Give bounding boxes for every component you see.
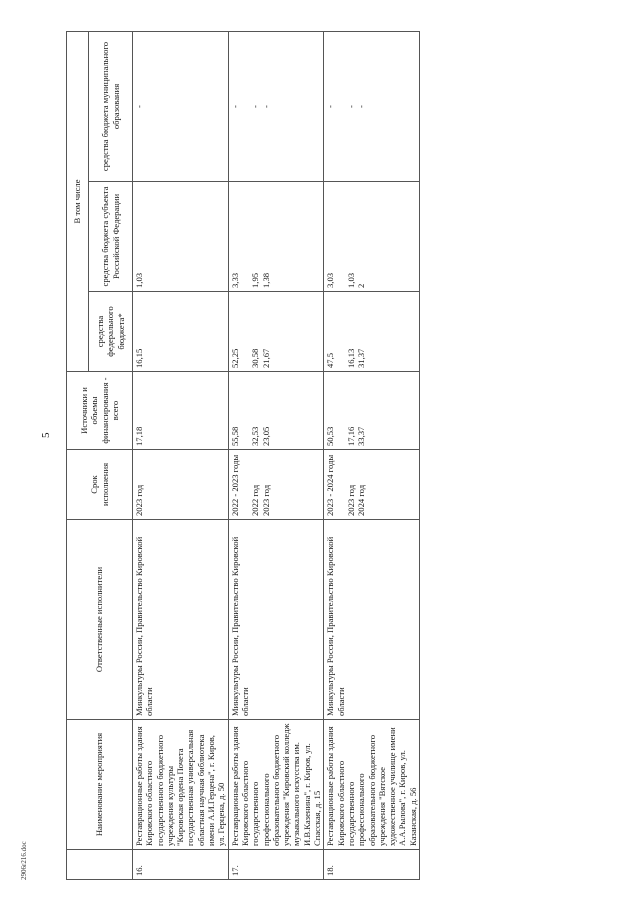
row-number: 17. [228,850,324,880]
header-executors: Ответственные исполнители [67,520,133,720]
regional-value: 1,03 [345,272,356,288]
table-row [228,32,324,880]
header-regional: средства бюджета субъекта Российской Федерации [89,182,133,292]
municipal-value: - [260,105,271,108]
federal-value: 16,15 [134,348,144,368]
cell-federal [228,292,324,372]
table-row [324,32,420,880]
municipal-value: - [356,105,367,108]
municipal-value: - [325,105,336,108]
term-value: 2023 год [345,484,356,516]
document-code: 2906r216.doc [20,841,28,880]
regional-value: 1,95 [250,272,261,288]
table-row [133,32,229,880]
regional-value: 1,03 [134,272,144,288]
event-name: Реставрационные работы здания Кировского областного государственного профессионального образовательного бюджетного учреждения "Кировский колледж музыкального искусства им. И.В.Казенина", г. Киров, ул. Спасская, д. 15 [228,720,324,850]
federal-value: 47,5 [325,352,336,368]
term-value: 2023 - 2024 годы [325,454,336,516]
cell-regional [324,182,420,292]
cell-total [133,372,229,450]
total-value: 17,16 [345,426,356,446]
term-value: 2023 год [260,484,271,516]
header-num [67,850,133,880]
cell-municipal [133,32,229,182]
municipal-value: - [134,105,144,108]
term-value: 2022 год [250,484,261,516]
total-value: 17,18 [134,426,144,446]
header-municipal: средства бюджета муниципального образования [89,32,133,182]
header-name: Наименование мероприятия [67,720,133,850]
cell-federal [324,292,420,372]
regional-value: 3,33 [229,272,240,288]
header-term: Срок исполнения [67,450,133,520]
cell-municipal [324,32,420,182]
rotated-table-container [66,32,578,880]
event-name: Реставрационные работы здания Кировского областного государственного профессионального образовательного бюджетного учреждения "Вятское художественное училище имени А.А.Рылова", г. Киров, ул. Казанская, д. 56 [324,720,420,850]
federal-value: 16,13 [345,348,356,368]
header-sources: Источники и объемы финансирования - всего [67,372,133,450]
term-value: 2022 - 2023 годы [229,454,240,516]
cell-total [228,372,324,450]
cell-term [133,450,229,520]
municipal-value: - [250,105,261,108]
federal-value: 31,37 [356,348,367,368]
financing-table [66,31,420,880]
federal-value: 52,25 [229,348,240,368]
cell-municipal [228,32,324,182]
cell-regional [133,182,229,292]
term-value: 2024 год [356,484,367,516]
regional-value: 2 [356,283,367,288]
event-name: Реставрационные работы здания Кировского областного государственного бюджетного учреждения культуры "Кировская ордена Почета государственная универсальная областная научная библиотека имени А.И.Герцена", г. Киров, ул. Герцена, д. 50 [133,720,229,850]
regional-value: 1,38 [260,272,271,288]
total-value: 23,05 [260,426,271,446]
cell-federal [133,292,229,372]
cell-total [324,372,420,450]
header-federal: средства федерального бюджета* [89,292,133,372]
row-number: 16. [133,850,229,880]
federal-value: 30,58 [250,348,261,368]
cell-term [324,450,420,520]
total-value: 55,58 [229,426,240,446]
municipal-value: - [345,105,356,108]
responsible-executors: Минкультуры России, Правительство Кировской области [324,520,420,720]
cell-regional [228,182,324,292]
header-row-top [67,32,89,880]
regional-value: 3,03 [325,272,336,288]
row-number: 18. [324,850,420,880]
municipal-value: - [229,105,240,108]
page-number: 5 [40,432,52,438]
total-value: 50,53 [325,426,336,446]
total-value: 32,53 [250,426,261,446]
responsible-executors: Минкультуры России, Правительство Кировской области [228,520,324,720]
total-value: 33,37 [356,426,367,446]
header-including: В том числе [67,32,89,372]
term-value: 2023 год [134,484,144,516]
federal-value: 21,67 [260,348,271,368]
cell-term [228,450,324,520]
table-body [133,32,420,880]
responsible-executors: Минкультуры России, Правительство Кировской области [133,520,229,720]
